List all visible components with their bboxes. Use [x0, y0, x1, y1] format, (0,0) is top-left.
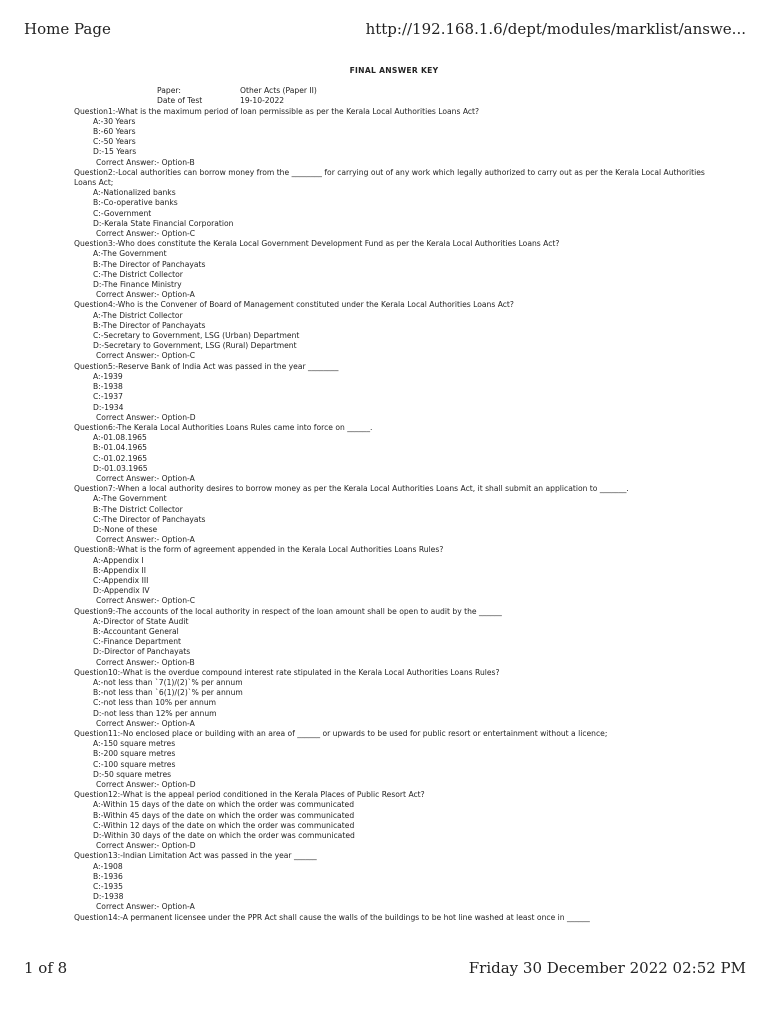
- answer-option: B:-01.04.1965: [93, 443, 147, 453]
- meta-value: Other Acts (Paper II): [240, 86, 317, 96]
- answer-option: B:-60 Years: [93, 127, 136, 137]
- answer-option: A:-1908: [93, 861, 123, 871]
- answer-option: C:-Finance Department: [93, 637, 182, 647]
- question-text: Question3:-Who does constitute the Kerala Local Government Development Fund as per the Kerala Local Authorities Loans Act?: [74, 239, 560, 249]
- correct-answer: Correct Answer:- Option-D: [96, 780, 196, 790]
- question-block: [74, 239, 714, 300]
- correct-answer: Correct Answer:- Option-A: [96, 535, 195, 545]
- answer-option: D:-The Finance Ministry: [93, 280, 182, 290]
- answer-option: C:-Secretary to Government, LSG (Urban) Department: [93, 331, 300, 341]
- question-block: [74, 107, 714, 168]
- correct-answer: Correct Answer:- Option-C: [96, 351, 196, 361]
- answer-option: C:-1937: [93, 392, 123, 402]
- answer-option: D:-Appendix IV: [93, 586, 150, 596]
- correct-answer: Correct Answer:- Option-D: [96, 841, 196, 851]
- correct-answer: Correct Answer:- Option-B: [96, 657, 195, 667]
- answer-option: C:-Within 12 days of the date on which the order was communicated: [93, 820, 355, 830]
- question-text: Question2:-Local authorities can borrow money from the ________ for carrying out of any work which legally authorized to carry out as per the Kerala Local Authorities Loans Act;: [74, 167, 705, 188]
- answer-option: B:-1938: [93, 382, 123, 392]
- question-text: Question10:-What is the overdue compound interest rate stipulated in the Kerala Local Authorities Loans Rules?: [74, 667, 500, 677]
- question-block: [74, 851, 714, 912]
- footer-timestamp: Friday 30 December 2022 02:52 PM: [468, 959, 746, 977]
- question-text: Question1:-What is the maximum period of loan permissible as per the Kerala Local Authorities Loans Act?: [74, 106, 480, 116]
- correct-answer: Correct Answer:- Option-A: [96, 473, 195, 483]
- question-text: Question8:-What is the form of agreement appended in the Kerala Local Authorities Loans Rules?: [74, 545, 444, 555]
- answer-option: D:-50 square metres: [93, 769, 172, 779]
- question-text: Question7:-When a local authority desires to borrow money as per the Kerala Local Authorities Loans Act, it shall submit an application to _______.: [74, 484, 629, 494]
- answer-option: A:-Appendix I: [93, 555, 144, 565]
- answer-option: C:-The Director of Panchayats: [93, 514, 206, 524]
- question-list: [74, 107, 714, 923]
- answer-option: B:-200 square metres: [93, 749, 176, 759]
- answer-option: A:-01.08.1965: [93, 433, 147, 443]
- question-text: Question5:-Reserve Bank of India Act was passed in the year ________: [74, 361, 339, 371]
- answer-option: D:-1934: [93, 402, 124, 412]
- question-block: [74, 913, 714, 923]
- answer-option: A:-The District Collector: [93, 310, 183, 320]
- footer-page-count: 1 of 8: [24, 959, 68, 977]
- question-block: [74, 790, 714, 851]
- answer-option: B:-not less than `6(1)/(2)`% per annum: [93, 688, 243, 698]
- answer-option: B:-The District Collector: [93, 504, 183, 514]
- answer-option: B:-The Director of Panchayats: [93, 259, 206, 269]
- question-block: [74, 729, 714, 790]
- answer-option: A:-150 square metres: [93, 739, 176, 749]
- correct-answer: Correct Answer:- Option-C: [96, 596, 196, 606]
- header-page-title: Home Page: [24, 20, 111, 38]
- correct-answer: Correct Answer:- Option-B: [96, 157, 195, 167]
- meta-row-date: [157, 96, 714, 106]
- answer-option: A:-Within 15 days of the date on which the order was communicated: [93, 800, 355, 810]
- answer-option: C:-1935: [93, 882, 123, 892]
- answer-option: B:-Accountant General: [93, 626, 179, 636]
- answer-option: A:-30 Years: [93, 116, 136, 126]
- answer-option: B:-Within 45 days of the date on which the order was communicated: [93, 810, 355, 820]
- answer-option: D:-None of these: [93, 524, 158, 534]
- meta-value: 19-10-2022: [240, 96, 285, 106]
- answer-option: C:-Government: [93, 208, 152, 218]
- answer-option: C:-100 square metres: [93, 759, 176, 769]
- answer-option: D:-15 Years: [93, 147, 137, 157]
- answer-key-document: [74, 66, 714, 923]
- question-text: Question9:-The accounts of the local authority in respect of the loan amount shall be open to audit by the ______: [74, 606, 502, 616]
- answer-option: B:-1936: [93, 871, 123, 881]
- answer-option: D:-not less than 12% per annum: [93, 708, 217, 718]
- answer-option: B:-Co-operative banks: [93, 198, 178, 208]
- question-text: Question14:-A permanent licensee under the PPR Act shall cause the walls of the buildings to be hot line washed at least once in ______: [74, 912, 590, 922]
- meta-label: Date of Test: [157, 96, 203, 106]
- answer-option: C:-The District Collector: [93, 269, 183, 279]
- answer-option: C:-Appendix III: [93, 575, 149, 585]
- answer-option: A:-Nationalized banks: [93, 188, 176, 198]
- answer-option: D:-Secretary to Government, LSG (Rural) Department: [93, 341, 297, 351]
- answer-option: A:-The Government: [93, 494, 167, 504]
- question-text: Question11:-No enclosed place or building with an area of ______ or upwards to be used for public resort or entertainment without a licence;: [74, 729, 608, 738]
- answer-option: B:-Appendix II: [93, 565, 146, 575]
- question-block: [74, 668, 714, 729]
- answer-option: C:-not less than 10% per annum: [93, 698, 217, 708]
- question-block: [74, 423, 714, 484]
- answer-option: A:-not less than `7(1)/(2)`% per annum: [93, 677, 243, 687]
- question-block: [74, 545, 714, 606]
- browser-print-footer: [24, 959, 746, 977]
- question-block: [74, 362, 714, 423]
- meta-row-paper: [157, 86, 714, 96]
- answer-option: A:-The Government: [93, 249, 167, 259]
- question-text: Question4:-Who is the Convener of Board of Management constituted under the Kerala Local Authorities Loans Act?: [74, 300, 514, 310]
- correct-answer: Correct Answer:- Option-C: [96, 229, 196, 239]
- correct-answer: Correct Answer:- Option-A: [96, 718, 195, 728]
- question-block: [74, 168, 714, 239]
- meta-label: Paper:: [157, 86, 181, 96]
- question-block: [74, 607, 714, 668]
- correct-answer: Correct Answer:- Option-A: [96, 902, 195, 912]
- header-url: http://192.168.1.6/dept/modules/marklist/answe...: [365, 20, 746, 38]
- answer-option: B:-The Director of Panchayats: [93, 320, 206, 330]
- question-block: [74, 300, 714, 361]
- answer-option: D:-Within 30 days of the date on which the order was communicated: [93, 831, 355, 841]
- answer-option: D:-01.03.1965: [93, 463, 148, 473]
- question-block: [74, 484, 714, 545]
- question-text: Question6:-The Kerala Local Authorities Loans Rules came into force on ______.: [74, 422, 373, 432]
- answer-option: D:-Kerala State Financial Corporation: [93, 218, 234, 228]
- correct-answer: Correct Answer:- Option-A: [96, 290, 195, 300]
- test-meta: [157, 86, 714, 106]
- browser-print-header: [24, 20, 746, 38]
- correct-answer: Correct Answer:- Option-D: [96, 412, 196, 422]
- answer-option: D:-Director of Panchayats: [93, 647, 191, 657]
- question-text: Question13:-Indian Limitation Act was passed in the year ______: [74, 851, 317, 861]
- answer-option: C:-01.02.1965: [93, 453, 148, 463]
- answer-option: C:-50 Years: [93, 137, 136, 147]
- document-title: FINAL ANSWER KEY: [349, 66, 439, 75]
- question-text: Question12:-What is the appeal period conditioned in the Kerala Places of Public Resort Act?: [74, 790, 425, 800]
- answer-option: A:-1939: [93, 371, 123, 381]
- answer-option: D:-1938: [93, 892, 124, 902]
- answer-option: A:-Director of State Audit: [93, 616, 189, 626]
